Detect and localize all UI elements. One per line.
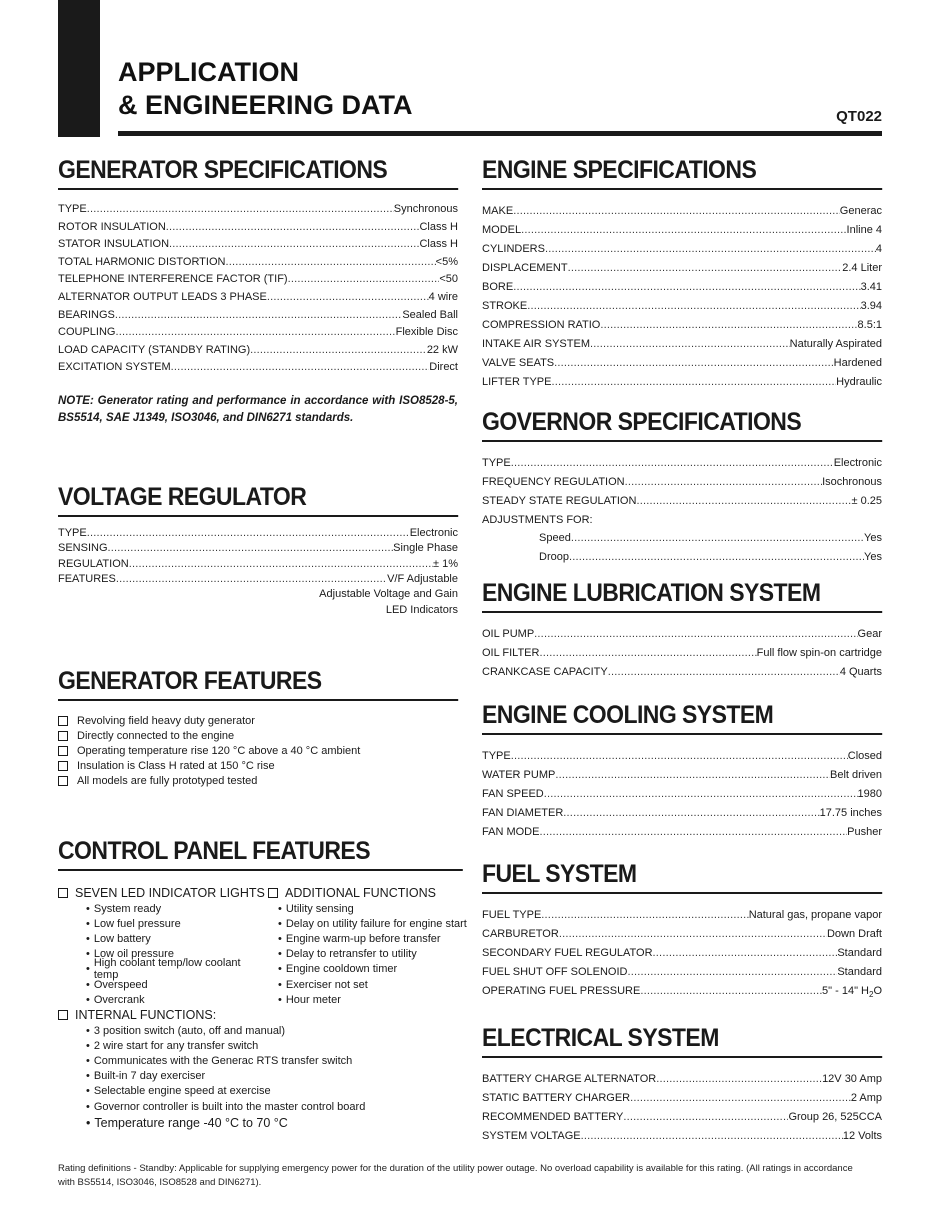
internal-functions-group [58, 1007, 458, 1132]
dot-leader [539, 647, 756, 659]
list-item: • Low oil pressure [58, 947, 268, 962]
spec-label: STATOR INSULATION [58, 238, 170, 251]
generator-specifications-section [58, 155, 458, 427]
spec-label: COMPRESSION RATIO [482, 319, 601, 331]
spec-label: FUEL SHUT OFF SOLENOID [482, 966, 628, 978]
section-title: ENGINE COOLING SYSTEM [482, 700, 882, 735]
list-item: • Communicates with the Generac RTS transfer switch [58, 1053, 458, 1068]
dot-leader [627, 966, 837, 978]
list-item: • Utility sensing [268, 901, 468, 916]
dot-leader [600, 319, 857, 331]
section-title: GENERATOR FEATURES [58, 666, 458, 701]
spec-value: Group 26, 525CCA [788, 1111, 882, 1123]
list-item: • Built-in 7 day exerciser [58, 1069, 458, 1084]
spec-row [482, 909, 882, 928]
page-title [118, 56, 413, 122]
spec-value: Closed [847, 750, 882, 762]
spec-label: WATER PUMP [482, 769, 556, 781]
dot-leader [551, 376, 836, 388]
dot-leader [115, 309, 402, 321]
spec-row [482, 205, 882, 224]
spec-label: EXCITATION SYSTEM [58, 361, 171, 374]
list-item: • Temperature range -40 °C to 70 °C [58, 1114, 458, 1132]
spec-list [482, 457, 882, 570]
section-title: ENGINE LUBRICATION SYSTEM [482, 578, 882, 613]
spec-row [482, 1073, 882, 1092]
dot-leader [513, 281, 860, 293]
section-title: VOLTAGE REGULATOR [58, 482, 458, 517]
spec-label: SENSING [58, 542, 108, 555]
dot-leader [129, 558, 433, 570]
spec-value: Generac [839, 205, 882, 217]
dot-leader [250, 344, 427, 356]
title-line-1: APPLICATION [118, 57, 299, 87]
spec-label: FREQUENCY REGULATION [482, 476, 625, 488]
section-title: FUEL SYSTEM [482, 859, 882, 894]
dot-leader [288, 273, 440, 285]
spec-label: VALVE SEATS [482, 357, 555, 369]
spec-row [482, 807, 882, 826]
spec-row [58, 238, 458, 256]
list-item: All models are fully prototyped tested [58, 774, 458, 789]
spec-value: Flexible Disc [395, 326, 458, 339]
spec-label: STROKE [482, 300, 528, 312]
electrical-system-section [482, 1023, 882, 1149]
spec-row [482, 985, 882, 1004]
spec-row [482, 769, 882, 788]
engine-lubrication-section [482, 578, 882, 685]
dot-leader [636, 495, 851, 507]
header-rule [118, 131, 882, 136]
title-line-2: & ENGINEERING DATA [118, 90, 413, 120]
dot-leader [513, 205, 840, 217]
spec-label: OIL PUMP [482, 628, 535, 640]
spec-row [482, 1092, 882, 1111]
list-item: Revolving field heavy duty generator [58, 713, 458, 728]
spec-value: Down Draft [826, 928, 882, 940]
spec-value: Class H [419, 220, 458, 233]
spec-row [482, 788, 882, 807]
spec-list [482, 909, 882, 1004]
spec-label: MODEL [482, 224, 522, 236]
dot-leader [656, 1073, 822, 1085]
dot-leader [559, 928, 827, 940]
spec-value: V/F Adjustable [387, 572, 458, 585]
list-item: Insulation is Class H rated at 150 °C rise [58, 759, 458, 774]
spec-value: Direct [429, 361, 458, 374]
spec-list [482, 1073, 882, 1149]
spec-value: 8.5:1 [857, 319, 882, 331]
group-heading: INTERNAL FUNCTIONS: [58, 1007, 458, 1023]
dot-leader [267, 291, 429, 303]
spec-row [482, 457, 882, 476]
spec-value: Synchronous [393, 203, 458, 215]
dot-leader [544, 788, 858, 800]
list-item: • Engine warm-up before transfer [268, 931, 468, 946]
spec-label: FUEL TYPE [482, 909, 542, 921]
spec-row [58, 309, 458, 327]
led-indicator-group [58, 885, 268, 1007]
spec-row [482, 262, 882, 281]
dot-leader [653, 947, 838, 959]
dot-leader [563, 807, 819, 819]
list-item: • Low battery [58, 931, 268, 946]
feature-list [58, 713, 458, 789]
dot-leader [534, 628, 857, 640]
document-code: QT022 [836, 108, 882, 125]
dot-leader [625, 476, 822, 488]
spec-value: ± 1% [433, 557, 458, 570]
spec-value: 12 Volts [842, 1130, 882, 1142]
spec-list [58, 203, 458, 379]
engine-specifications-section [482, 155, 882, 395]
feature-line: Adjustable Voltage and Gain [319, 588, 458, 601]
spec-row [482, 1130, 882, 1149]
checkbox-icon [58, 731, 68, 741]
spec-label: RECOMMENDED BATTERY [482, 1111, 624, 1123]
standards-note: NOTE: Generator rating and performance in accordance with ISO8528-5, BS5514, SAE J1349, ISO3046, and DIN6271 standards. [58, 394, 458, 424]
dot-leader [590, 338, 790, 350]
dot-leader [171, 361, 430, 373]
spec-value: ± 0.25 [851, 495, 882, 507]
dot-leader [640, 985, 822, 997]
dot-leader [539, 826, 847, 838]
spec-label: MAKE [482, 205, 514, 217]
spec-row [482, 300, 882, 319]
spec-label: TYPE [482, 750, 511, 762]
spec-label: TYPE [58, 203, 87, 215]
spec-label: FAN MODE [482, 826, 540, 838]
generator-features-section [58, 666, 458, 789]
spec-label: ALTERNATOR OUTPUT LEADS 3 PHASE [58, 290, 267, 303]
dot-leader [623, 1111, 788, 1123]
spec-label: FAN SPEED [482, 788, 544, 800]
spec-row [482, 826, 882, 845]
spec-label: TYPE [482, 457, 511, 469]
spec-label: TOTAL HARMONIC DISTORTION [58, 255, 226, 268]
spec-row [58, 542, 458, 557]
list-item: • Hour meter [268, 992, 468, 1007]
feature-line: LED Indicators [385, 603, 458, 616]
spec-value: 5" - 14" $H_2O$ [822, 985, 882, 1000]
spec-row [482, 628, 882, 647]
spec-value: 2.4 Liter [842, 262, 882, 274]
spec-value: 4 Quarts [839, 666, 882, 678]
list-item: • Selectable engine speed at exercise [58, 1084, 458, 1099]
section-title: CONTROL PANEL FEATURES [58, 836, 463, 871]
spec-row [482, 495, 882, 514]
spec-row [58, 203, 458, 221]
section-title: GOVERNOR SPECIFICATIONS [482, 407, 882, 442]
spec-row [58, 527, 458, 542]
spec-row [482, 224, 882, 243]
spec-value: Yes [864, 531, 882, 544]
dot-leader [581, 1130, 843, 1142]
spec-row [482, 243, 882, 262]
spec-row [482, 376, 882, 395]
spec-label: BEARINGS [58, 308, 115, 321]
spec-row [482, 551, 882, 570]
spec-label: OPERATING FUEL PRESSURE [482, 985, 641, 997]
spec-label: INTAKE AIR SYSTEM [482, 338, 590, 350]
spec-row [482, 532, 882, 551]
list-item: • High coolant temp/low coolant temp [58, 962, 268, 977]
fuel-system-section [482, 859, 882, 1004]
section-title: GENERATOR SPECIFICATIONS [58, 155, 458, 190]
spec-label: REGULATION [58, 557, 129, 570]
spec-value: Natural gas, propane vapor [748, 909, 882, 921]
checkbox-icon [58, 716, 68, 726]
spec-label: STATIC BATTERY CHARGER [482, 1092, 631, 1104]
spec-row [58, 573, 458, 588]
list-item: • Delay to retransfer to utility [268, 947, 468, 962]
spec-value: Electronic [833, 457, 882, 469]
spec-row [58, 326, 458, 344]
rating-definitions-footer: Rating definitions - Standby: Applicable for supplying emergency power for the duration of the utility power outage. No overload capability is available for this rating. (All ratings in accordance with BS5514, ISO3046, ISO8528 and DIN6271). [58, 1163, 853, 1188]
spec-value: Yes [864, 550, 882, 563]
list-item: • Overcrank [58, 992, 268, 1007]
dot-leader [527, 300, 860, 312]
spec-label: BORE [482, 281, 514, 293]
dot-leader [116, 573, 387, 585]
spec-row [482, 947, 882, 966]
spec-value: <5% [435, 255, 458, 268]
spec-label: BATTERY CHARGE ALTERNATOR [482, 1073, 657, 1085]
spec-list [482, 628, 882, 685]
spec-value: 1980 [857, 788, 882, 800]
spec-value: 3.94 [860, 300, 882, 312]
spec-label: STEADY STATE REGULATION [482, 495, 637, 507]
checkbox-icon [268, 888, 278, 898]
spec-row [58, 344, 458, 362]
list-item: • Delay on utility failure for engine start [268, 916, 468, 931]
spec-value: Class H [419, 238, 458, 251]
spec-value: <50 [439, 273, 458, 286]
spec-row [482, 357, 882, 376]
list-item: • 2 wire start for any transfer switch [58, 1038, 458, 1053]
spec-label: OIL FILTER [482, 647, 540, 659]
spec-row [482, 1111, 882, 1130]
dot-leader [571, 532, 864, 544]
list-item: • 3 position switch (auto, off and manual) [58, 1023, 458, 1038]
dot-leader [569, 551, 864, 563]
spec-value: 22 kW [426, 343, 458, 356]
spec-list [482, 750, 882, 845]
spec-row [482, 666, 882, 685]
spec-row [482, 338, 882, 357]
spec-value: Isochronous [822, 476, 882, 488]
spec-row [58, 221, 458, 239]
spec-value: Naturally Aspirated [789, 338, 882, 350]
spec-value: Gear [857, 628, 882, 640]
dot-leader [541, 909, 748, 921]
dot-leader [554, 357, 834, 369]
spec-label: ROTOR INSULATION [58, 220, 166, 233]
dot-leader [108, 542, 394, 554]
dot-leader [608, 666, 840, 678]
control-panel-features-section [58, 836, 467, 1131]
spec-row [482, 750, 882, 769]
spec-label: SECONDARY FUEL REGULATOR [482, 947, 653, 959]
list-item: • Exerciser not set [268, 977, 468, 992]
dot-leader [225, 256, 435, 268]
voltage-regulator-section [58, 482, 458, 619]
spec-row [58, 256, 458, 274]
spec-list [482, 205, 882, 395]
spec-label: TYPE [58, 527, 87, 539]
spec-row [482, 476, 882, 495]
spec-value: Full flow spin-on cartridge [756, 647, 882, 659]
dot-leader [87, 203, 394, 215]
list-item: • Engine cooldown timer [268, 962, 468, 977]
spec-value: 4 [875, 243, 882, 255]
spec-label: TELEPHONE INTERFERENCE FACTOR (TIF) [58, 273, 288, 286]
dot-leader [555, 769, 830, 781]
list-item: • System ready [58, 901, 268, 916]
list-item: Directly connected to the engine [58, 728, 458, 743]
header-black-tab [58, 0, 100, 137]
dot-leader [630, 1092, 851, 1104]
section-title: ENGINE SPECIFICATIONS [482, 155, 882, 190]
spec-value: Belt driven [830, 769, 882, 781]
governor-specifications-section [482, 407, 882, 570]
spec-label: FEATURES [58, 572, 116, 585]
group-heading: SEVEN LED INDICATOR LIGHTS [58, 885, 268, 901]
spec-row [482, 319, 882, 338]
spec-value: Sealed Ball [402, 308, 458, 321]
spec-row [58, 291, 458, 309]
spec-row [482, 966, 882, 985]
dot-leader [87, 527, 410, 539]
spec-label: DISPLACEMENT [482, 262, 568, 274]
spec-label: FAN DIAMETER [482, 807, 564, 819]
dot-leader [166, 221, 420, 233]
spec-row: ADJUSTMENTS FOR: [482, 514, 593, 526]
spec-row [58, 273, 458, 291]
list-item: Operating temperature rise 120 °C above a 40 °C ambient [58, 743, 458, 758]
spec-label: LOAD CAPACITY (STANDBY RATING) [58, 343, 251, 356]
spec-label: CRANKCASE CAPACITY [482, 666, 608, 678]
spec-value: 4 wire [428, 290, 458, 303]
spec-value: Hydraulic [836, 376, 882, 388]
list-item: • Governor controller is built into the master control board [58, 1099, 458, 1114]
spec-value: 12V 30 Amp [822, 1073, 882, 1085]
dot-leader [115, 326, 395, 338]
dot-leader [545, 243, 876, 255]
spec-row [58, 558, 458, 573]
dot-leader [521, 224, 846, 236]
additional-functions-group [268, 885, 468, 1007]
spec-row [482, 647, 882, 666]
spec-row [58, 361, 458, 379]
spec-row [482, 281, 882, 300]
dot-leader [169, 238, 419, 250]
spec-value: Standard [837, 966, 882, 978]
spec-label: COUPLING [58, 326, 116, 339]
spec-label: Speed [539, 531, 571, 544]
checkbox-icon [58, 761, 68, 771]
spec-row [482, 928, 882, 947]
spec-value: 2 Amp [850, 1092, 882, 1104]
spec-value: Hardened [833, 357, 882, 369]
list-item: • Low fuel pressure [58, 916, 268, 931]
spec-label: SYSTEM VOLTAGE [482, 1130, 581, 1142]
checkbox-icon [58, 1010, 68, 1020]
dot-leader [511, 750, 848, 762]
spec-label: Droop [539, 550, 569, 563]
dot-leader [511, 457, 834, 469]
spec-value: Single Phase [393, 542, 458, 555]
spec-label: CARBURETOR [482, 928, 559, 940]
spec-value: 17.75 inches [819, 807, 882, 819]
engine-cooling-section [482, 700, 882, 845]
section-title: ELECTRICAL SYSTEM [482, 1023, 882, 1058]
spec-label: LIFTER TYPE [482, 376, 552, 388]
spec-value: Pusher [847, 826, 882, 838]
spec-value: Standard [837, 947, 882, 959]
spec-value: 3.41 [860, 281, 882, 293]
checkbox-icon [58, 776, 68, 786]
group-heading: ADDITIONAL FUNCTIONS [268, 885, 468, 901]
spec-value: Electronic [409, 527, 458, 539]
spec-label: CYLINDERS [482, 243, 545, 255]
list-item: • Overspeed [58, 977, 268, 992]
dot-leader [568, 262, 843, 274]
checkbox-icon [58, 888, 68, 898]
spec-value: Inline 4 [846, 224, 882, 236]
spec-list [58, 527, 458, 588]
checkbox-icon [58, 746, 68, 756]
